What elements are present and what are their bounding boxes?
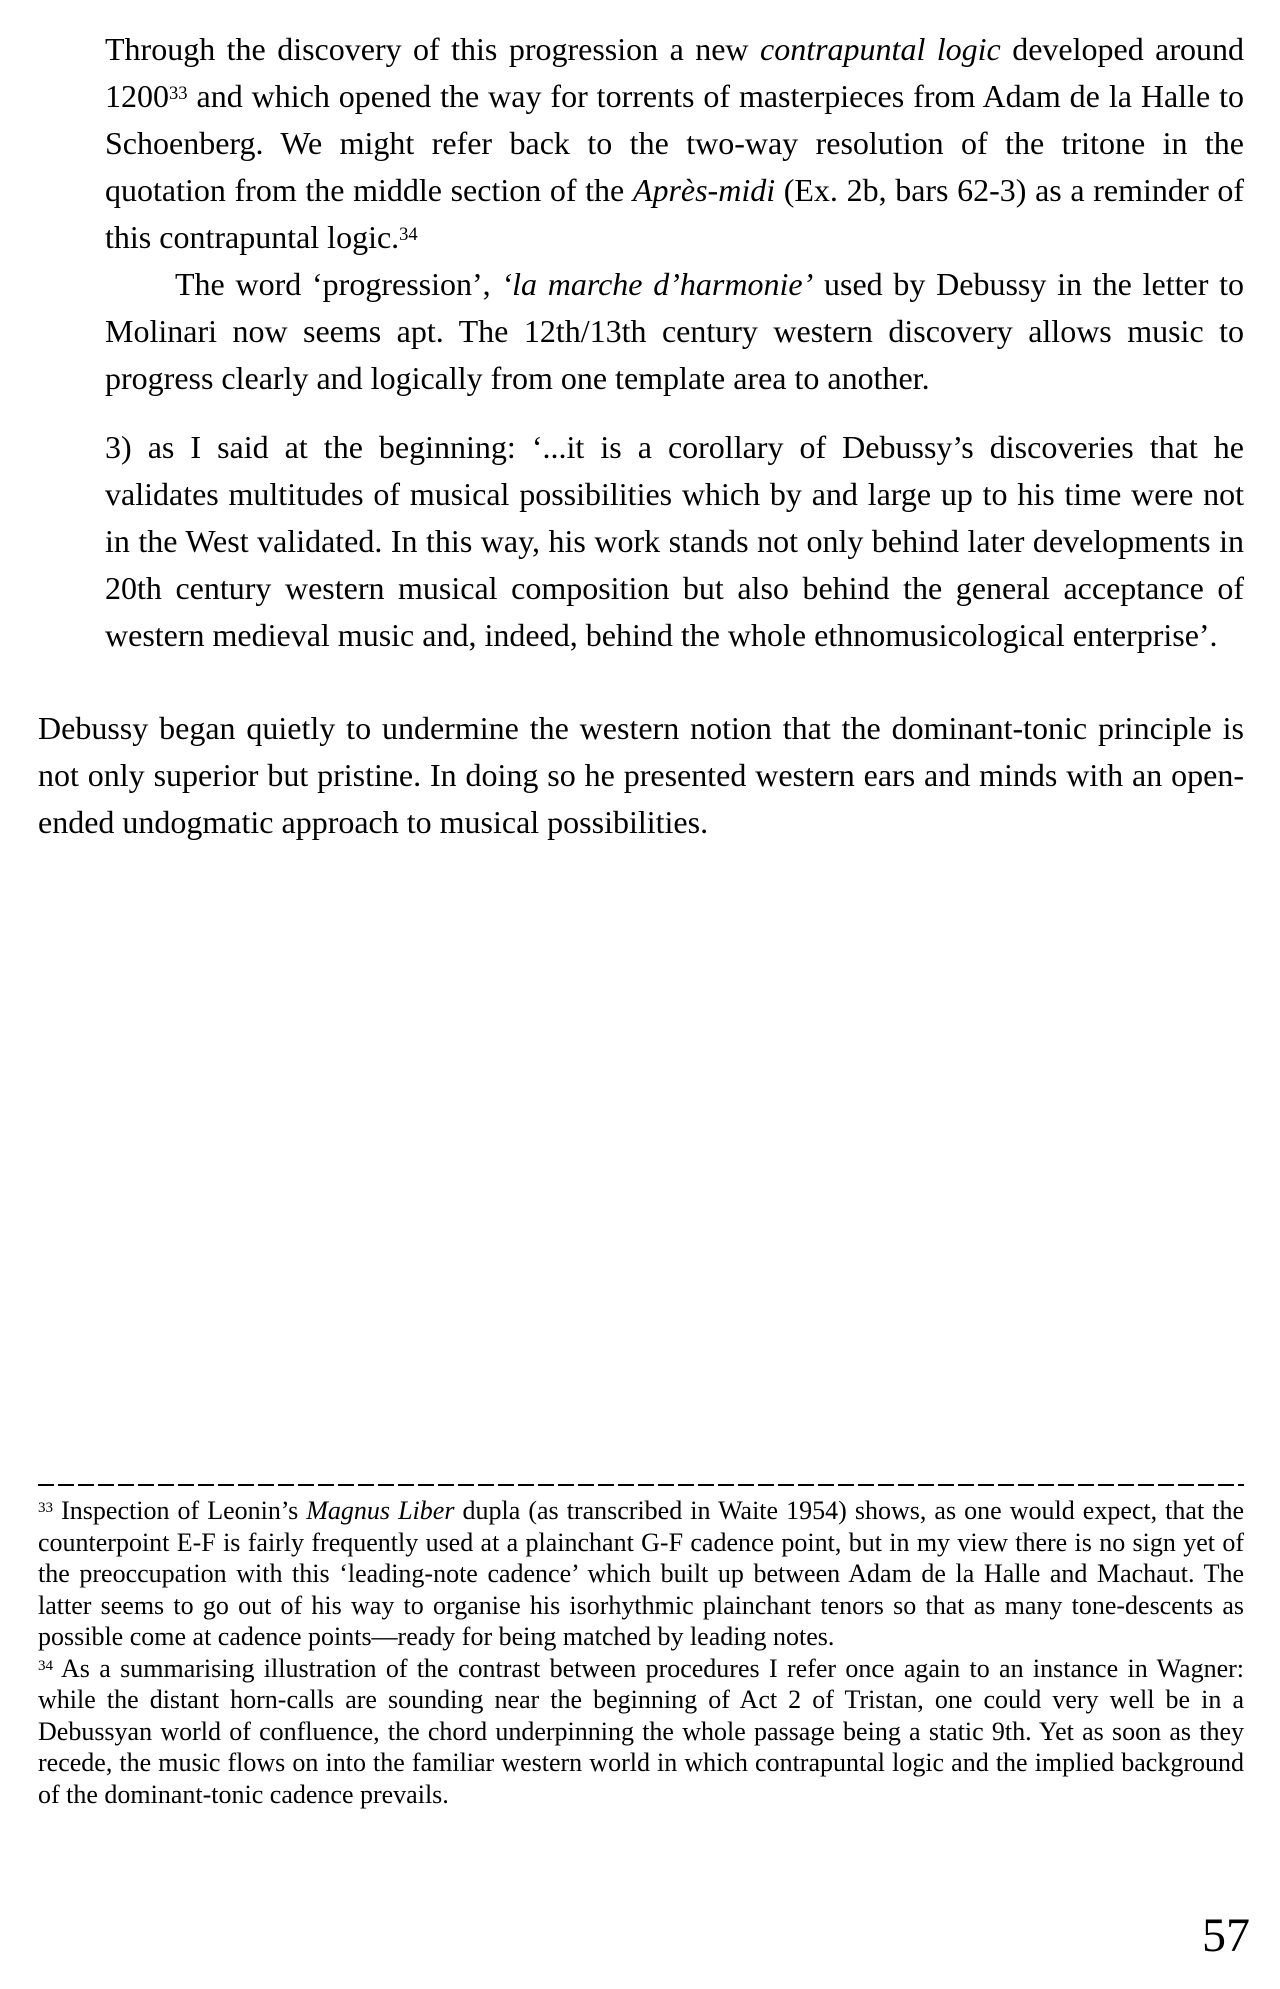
quote-paragraph-3: 3) as I said at the beginning: ‘...it is a corollary of Debussy’s discoveries that he validates multitudes of musical possibilities which by and large up to his time were not in the West validated. In this way, his work stands not only behind later developments in 20th century western musical composition but also behind the general acceptance of western medieval music and, indeed, behind the whole ethnomusicological enterprise’. bbox=[105, 429, 1244, 653]
page-content bbox=[38, 26, 1244, 846]
footnote-34: $^{34}$ As a summarising illustration of the contrast between procedures I refer once again to an instance in Wagner: while the distant horn-calls are sounding near the beginning of Act 2 of Tristan, one could very well be in a Debussyan world of confluence, the chord underpinning the whole passage being a static 9th. Yet as soon as they recede, the music flows on into the familiar western world in which contrapuntal logic and the implied background of the dominant-tonic cadence prevails. bbox=[38, 1653, 1244, 1809]
quote-paragraph-2: The word ‘progression’, ‘la marche d’harmonie’ used by Debussy in the letter to Molinari now seems apt. The 12th/13th century western discovery allows music to progress clearly and logically from one template area to another. bbox=[105, 266, 1245, 396]
quote-paragraph-1: Through the discovery of this progression a new contrapuntal logic developed around 1200$^{33}$ and which opened the way for torrents of masterpieces from Adam de la Halle to Schoenberg. We might refer back to the two-way resolution of the tritone in the quotation from the middle section of the Après-midi (Ex. 2b, bars 62-3) as a reminder of this contrapuntal logic.$^{34}$ bbox=[105, 31, 1245, 255]
footnote-33: $^{33}$ Inspection of Leonin’s Magnus Liber dupla (as transcribed in Waite 1954) shows, as one would expect, that the counterpoint E-F is fairly frequently used at a plainchant G-F cadence point, but in my view there is no sign yet of the preoccupation with this ‘leading-note cadence’ which built up between Adam de la Halle and Machaut. The latter seems to go out of his way to organise his isorhythmic plainchant tenors so that as many tone-descents as possible come at cadence points—ready for being matched by leading notes. bbox=[38, 1496, 1244, 1651]
body-paragraph: Debussy began quietly to undermine the western notion that the dominant-tonic principle is not only superior but pristine. In doing so he presented western ears and minds with an open-ended undogmatic approach to musical possibilities. bbox=[38, 710, 1244, 840]
page-number: 57 bbox=[1202, 1909, 1250, 1962]
footnote-divider bbox=[38, 1484, 1244, 1486]
block-quote bbox=[105, 26, 1244, 659]
footnotes-section bbox=[38, 1484, 1244, 1810]
